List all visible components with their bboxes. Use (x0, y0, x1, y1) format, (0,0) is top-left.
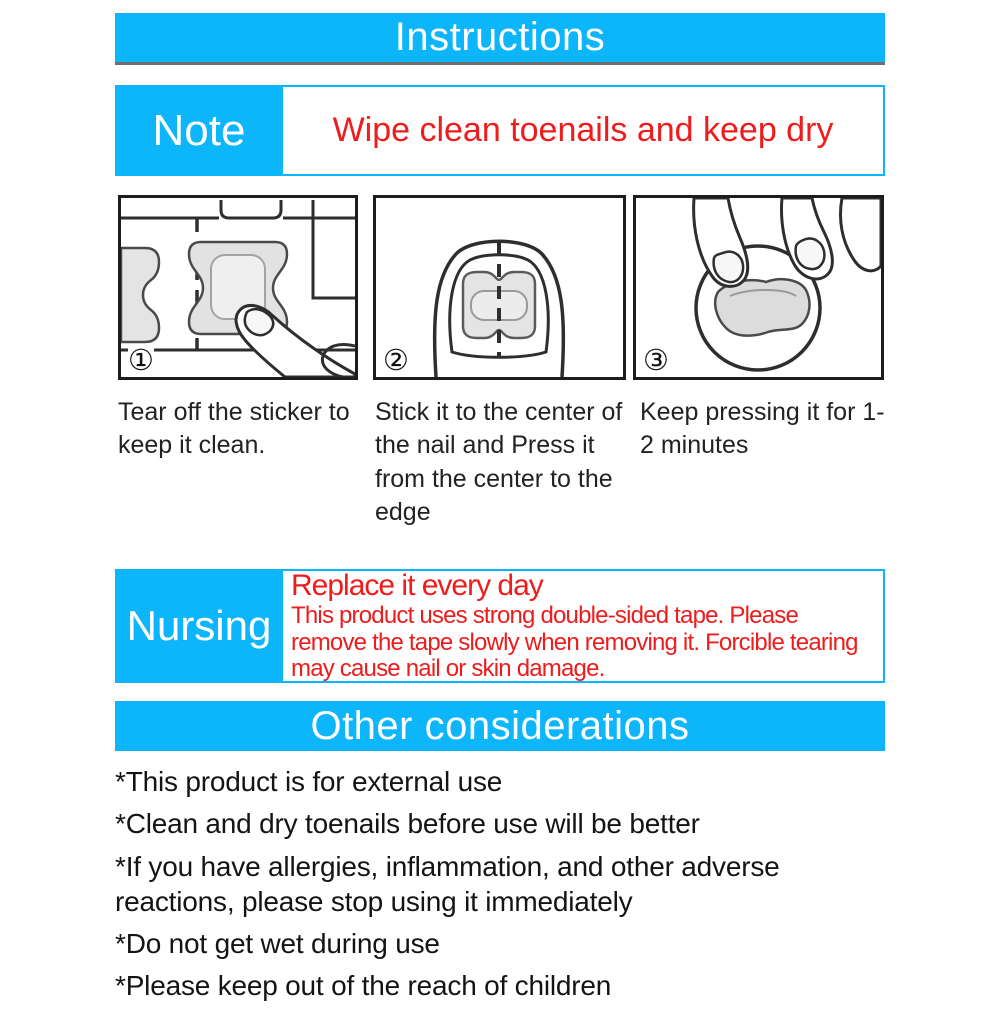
nursing-section (115, 569, 885, 683)
stick-to-nail-illustration (376, 198, 623, 377)
instruction-sheet (115, 13, 885, 1004)
consideration-item: *This product is for external use (115, 766, 503, 797)
step1-caption: Tear off the sticker to keep it clean. (118, 398, 350, 460)
nursing-title: Replace it every day (291, 568, 543, 602)
step3-caption: Keep pressing it for 1-2 minutes (640, 398, 885, 460)
nursing-text-block (283, 567, 883, 686)
step-illustrations (115, 195, 885, 380)
step-captions (115, 396, 885, 529)
nursing-content (283, 569, 885, 683)
other-considerations-header (115, 701, 885, 751)
step3-panel (633, 195, 884, 380)
other-considerations-title: Other considerations (310, 704, 690, 748)
note-content (283, 85, 885, 176)
consideration-item: *Do not get wet during use (115, 928, 440, 960)
step3-number-badge: ③ (643, 343, 669, 377)
step2-number-badge: ② (383, 343, 409, 377)
consideration-item: *Please keep out of the reach of children (115, 970, 612, 1002)
nursing-body: This product uses strong double-sided tape. Please remove the tape slowly when removing it. Forcible tearing may cause nail or skin damage. (291, 602, 858, 682)
consideration-item: *Clean and dry toenails before use will be better (115, 808, 700, 840)
note-section (115, 85, 885, 176)
note-text: Wipe clean toenails and keep dry (332, 111, 834, 149)
note-label-text: Note (152, 105, 246, 155)
nursing-label (115, 569, 283, 683)
considerations-list (115, 764, 885, 1004)
press-sticker-illustration (636, 198, 881, 377)
note-label (115, 85, 283, 176)
step2-caption: Stick it to the center of the nail and Press it from the center to the edge (375, 398, 623, 526)
step2-panel (373, 195, 626, 380)
peel-sticker-illustration (121, 198, 355, 377)
consideration-item: *If you have allergies, inflammation, and other adverse reactions, please stop using it immediately (115, 850, 780, 917)
step1-number-badge: ① (128, 343, 154, 377)
instructions-title: Instructions (394, 15, 606, 59)
instructions-header (115, 13, 885, 62)
nursing-label-text: Nursing (126, 602, 272, 649)
step1-panel (118, 195, 358, 380)
